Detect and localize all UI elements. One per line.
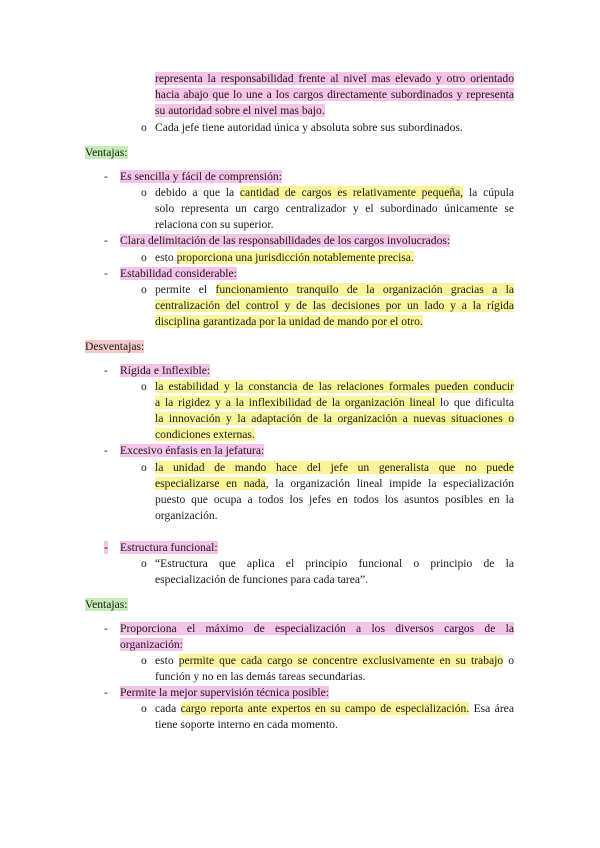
dash-bullet: -	[104, 541, 108, 554]
v2-item2-label: Permite la mejor supervisión técnica posible:	[120, 686, 329, 699]
circle-bullet: o	[141, 380, 147, 393]
funcional-label: Estructura funcional:	[120, 541, 218, 554]
v2-item1-line1: Proporciona el máximo de especialización a los diversos cargos de la	[120, 622, 514, 635]
v1-item2-label: Clara delimitación de las responsabilidades de los cargos involucrados:	[120, 234, 451, 247]
v1-item3-sub-line3: disciplina garantizada por la unidad de mando por el otro.	[155, 315, 423, 328]
dash-bullet: -	[104, 267, 108, 280]
v2-item2-sub-line1: cada cargo reporta ante expertos en su campo de especialización. Esa área	[155, 702, 514, 715]
intro-line-3: su autoridad sobre el nivel mas bajo.	[155, 104, 325, 117]
d-item2-sub-line4: organización.	[155, 509, 218, 522]
ventajas2-heading: Ventajas:	[85, 598, 128, 611]
intro-sub: Cada jefe tiene autoridad única y absoluta sobre sus subordinados.	[155, 121, 463, 134]
d-item1-label: Rígida e Inflexible:	[120, 364, 211, 377]
circle-bullet: o	[141, 557, 147, 570]
d-item1-sub-line2: a la rigidez y a la inflexibilidad de la organización lineal lo que dificulta	[155, 396, 514, 409]
v1-item1-sub-line2: solo representa un cargo centralizador y el subordinado únicamente se	[155, 202, 514, 215]
dash-bullet: -	[104, 364, 108, 377]
dash-bullet: -	[104, 170, 108, 183]
circle-bullet: o	[141, 251, 147, 264]
dash-bullet: -	[104, 686, 108, 699]
d-item1-sub-line1: la estabilidad y la constancia de las relaciones formales pueden conducir	[155, 380, 514, 393]
dash-bullet: -	[104, 622, 108, 635]
funcional-sub-line1: “Estructura que aplica el principio funcional o principio de la	[155, 557, 514, 570]
d-item2-sub-line1: la unidad de mando hace del jefe un generalista que no puede	[155, 461, 514, 474]
v1-item1-sub-line3: relaciona con su superior.	[155, 218, 274, 231]
d-item1-sub-line3: la innovación y la adaptación de la organización a nuevas situaciones o	[155, 412, 514, 425]
v1-item3-sub-line1: permite el funcionamiento tranquilo de la organización gracias a la	[155, 283, 514, 296]
v2-item2-sub-line2: tiene soporte interno en cada momento.	[155, 718, 338, 731]
v2-item1-line2: organización:	[120, 638, 183, 651]
v1-item1-sub-line1: debido a que la cantidad de cargos es relativamente pequeña, la cúpula	[155, 186, 514, 199]
d-item2-sub-line3: puesto que ocupa a todos los jefes en todos los asuntos posibles en la	[155, 493, 514, 506]
circle-bullet: o	[141, 702, 147, 715]
ventajas-heading: Ventajas:	[85, 146, 128, 159]
dash-bullet: -	[104, 444, 108, 457]
v1-item3-sub-line2: centralización del control y de las decisiones por un lado y a la rígida	[155, 299, 514, 312]
circle-bullet: o	[141, 461, 147, 474]
v1-item3-label: Estabilidad considerable:	[120, 267, 237, 280]
intro-line-1: representa la responsabilidad frente al nivel mas elevado y otro orientado	[155, 72, 514, 85]
d-item2-sub-line2: especializarse en nada, la organización lineal impide la especialización	[155, 477, 514, 490]
d-item1-sub-line4: condiciones externas.	[155, 428, 255, 441]
d-item2-label: Excesivo énfasis en la jefatura:	[120, 444, 265, 457]
circle-bullet: o	[141, 121, 147, 134]
circle-bullet: o	[141, 654, 147, 667]
circle-bullet: o	[141, 283, 147, 296]
dash-bullet: -	[104, 234, 108, 247]
v1-item2-sub: esto proporciona una jurisdicción notablemente precisa.	[155, 251, 414, 264]
v1-item1-label: Es sencilla y fácil de comprensión:	[120, 170, 282, 183]
intro-line-2: hacia abajo que lo une a los cargos directamente subordinados y representa	[155, 88, 514, 101]
desventajas-heading: Desventajas:	[85, 340, 145, 353]
circle-bullet: o	[141, 186, 147, 199]
funcional-sub-line2: especialización de funciones para cada tarea”.	[155, 573, 369, 586]
v2-item1-sub-line2: función y no en las demás tareas secundarias.	[155, 670, 366, 683]
v2-item1-sub-line1: esto permite que cada cargo se concentre exclusivamente en su trabajo o	[155, 654, 514, 667]
